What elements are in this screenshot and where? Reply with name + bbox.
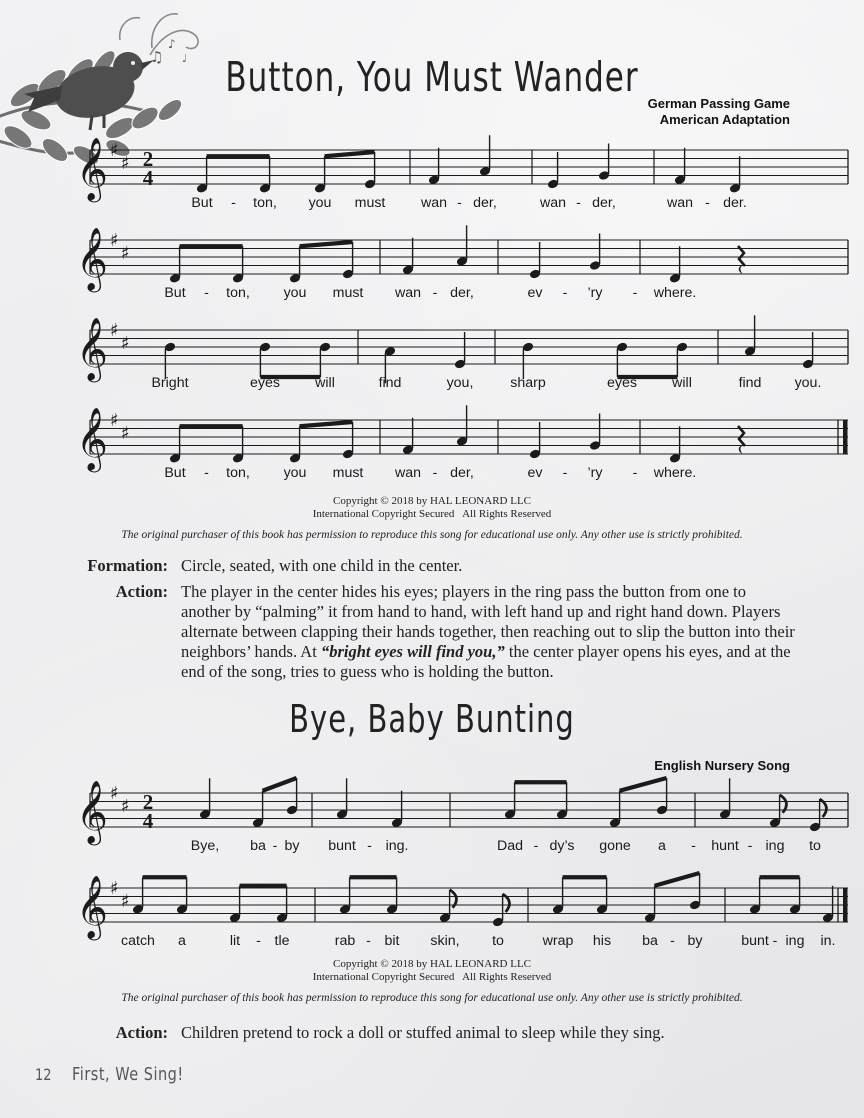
svg-text:♯: ♯ <box>121 332 130 354</box>
lyric-syllable: tle <box>274 933 290 949</box>
page-number: 12 <box>35 1066 52 1085</box>
lyric-syllable: will <box>672 375 692 391</box>
lyric-syllable: der, <box>592 195 616 211</box>
lyric-syllable: catch <box>121 933 155 949</box>
music-system-5 <box>70 771 862 859</box>
lyric-hyphen: - <box>533 838 539 854</box>
lyric-syllable: ing <box>765 838 785 854</box>
lyric-syllable: his <box>592 933 612 949</box>
lyric-hyphen: - <box>367 838 372 854</box>
lyric-syllable: you, <box>446 375 474 391</box>
lyric-hyphen: - <box>632 465 638 481</box>
lyric-syllable: ton, <box>226 465 250 481</box>
svg-text:♯: ♯ <box>121 242 130 264</box>
lyric-syllable: Bye, <box>190 838 220 854</box>
svg-text:𝄞: 𝄞 <box>76 317 108 380</box>
svg-text:𝄞: 𝄞 <box>76 780 108 843</box>
lyric-syllable: will <box>315 375 335 391</box>
lyric-syllable: you <box>283 465 307 481</box>
song1-credit-line1: German Passing Game <box>647 96 790 111</box>
song1-directions <box>85 556 796 682</box>
staff-svg <box>70 308 862 396</box>
lyric-syllable: eyes <box>250 375 280 391</box>
quarter-rest <box>738 426 745 454</box>
svg-text:𝄞: 𝄞 <box>76 227 108 290</box>
svg-text:♯: ♯ <box>121 795 130 817</box>
svg-text:𝄞: 𝄞 <box>76 407 108 470</box>
lyric-syllable: must <box>354 195 386 211</box>
svg-text:𝄞: 𝄞 <box>76 137 108 200</box>
song1-credits <box>648 96 790 128</box>
svg-text:♪: ♪ <box>168 37 176 51</box>
lyric-syllable: eyes <box>607 375 637 391</box>
lyric-syllable: ’ry <box>587 465 603 481</box>
lyric-hyphen: - <box>772 933 778 949</box>
lyric-hyphen: - <box>204 465 209 481</box>
lyric-syllable: gone <box>599 838 631 854</box>
lyric-syllable: to <box>809 838 821 854</box>
lyric-hyphen: - <box>562 285 568 301</box>
lyric-hyphen: - <box>691 838 696 854</box>
lyric-syllable: you <box>308 195 332 211</box>
lyric-syllable: wan <box>539 195 567 211</box>
lyric-hyphen: - <box>632 285 638 301</box>
lyric-hyphen: - <box>562 465 568 481</box>
svg-text:♫: ♫ <box>150 48 164 66</box>
lyric-syllable: a <box>658 838 666 854</box>
lyric-syllable: ing. <box>385 838 409 854</box>
lyric-syllable: wan <box>666 195 694 211</box>
lyric-syllable: ton, <box>226 285 250 301</box>
lyric-syllable: wrap <box>542 933 574 949</box>
lyric-syllable: dy’s <box>549 838 575 854</box>
lyric-syllable: But <box>164 285 186 301</box>
lyric-syllable: by <box>284 838 300 854</box>
action-emphasis: “bright eyes will find you,” <box>320 642 505 661</box>
lyric-syllable: bunt <box>328 838 356 854</box>
lyric-syllable: in. <box>820 933 836 949</box>
song2-permission-line: The original purchaser of this book has permission to reproduce this song for educational use only. Any other use is strictly prohibited. <box>121 992 743 1004</box>
staff-svg <box>70 866 862 954</box>
lyric-syllable: der, <box>450 465 474 481</box>
lyric-syllable: bunt <box>741 933 769 949</box>
svg-text:♯: ♯ <box>121 152 130 174</box>
song2-action-label: Action: <box>115 1023 168 1042</box>
lyric-syllable: ton, <box>253 195 277 211</box>
formation-text: Circle, seated, with one child in the center. <box>181 556 463 575</box>
song1-action-label: Action: <box>115 582 168 601</box>
lyric-syllable: ba <box>642 933 658 949</box>
staff-svg <box>70 398 862 486</box>
song2-credit-line1: English Nursery Song <box>654 758 790 773</box>
lyric-syllable: skin, <box>430 933 460 949</box>
song2-copyright: Copyright © 2018 by HAL LEONARD LLC International Copyright Secured All Rights Reserved <box>312 958 552 983</box>
music-system-6 <box>70 866 862 954</box>
song1-credit-line2: American Adaptation <box>659 112 790 127</box>
song1-permission-line: The original purchaser of this book has permission to reproduce this song for educational use only. Any other use is strictly prohibited. <box>121 529 743 541</box>
lyric-syllable: you. <box>794 375 822 391</box>
lyric-syllable: to <box>492 933 504 949</box>
lyric-hyphen: - <box>705 195 710 211</box>
lyric-syllable: you <box>283 285 307 301</box>
lyric-hyphen: - <box>231 195 236 211</box>
song2-action-text: Children pretend to rock a doll or stuffed animal to sleep while they sing. <box>181 1023 665 1042</box>
svg-text:2: 2 <box>142 147 154 171</box>
lyric-syllable: But <box>191 195 213 211</box>
lyric-syllable: hunt <box>711 838 739 854</box>
lyric-syllable: ba <box>250 838 266 854</box>
lyric-syllable: sharp <box>510 375 546 391</box>
music-system-1 <box>70 128 862 216</box>
svg-text:4: 4 <box>142 166 154 190</box>
book-title: First, We Sing! <box>72 1065 184 1085</box>
lyric-syllable: der, <box>450 285 474 301</box>
lyric-syllable: ’ry <box>587 285 603 301</box>
song2-title: Bye, Baby Bunting <box>289 696 575 742</box>
music-system-4 <box>70 398 862 486</box>
lyric-syllable: lit <box>229 933 241 949</box>
staff-svg <box>70 128 862 216</box>
svg-text:♯: ♯ <box>121 890 130 912</box>
svg-text:♯: ♯ <box>110 878 119 899</box>
lyric-syllable: But <box>164 465 186 481</box>
svg-text:♯: ♯ <box>110 410 119 431</box>
lyric-syllable: find <box>738 375 762 391</box>
svg-text:4: 4 <box>142 809 154 833</box>
lyric-syllable: wan <box>394 465 422 481</box>
lyric-syllable: rab <box>334 933 356 949</box>
lyric-syllable: wan <box>420 195 448 211</box>
lyric-hyphen: - <box>432 465 438 481</box>
music-system-2 <box>70 218 862 306</box>
lyric-syllable: by <box>687 933 703 949</box>
lyric-hyphen: - <box>366 933 371 949</box>
lyric-syllable: must <box>332 285 364 301</box>
lyric-syllable: ing <box>785 933 805 949</box>
svg-text:♩: ♩ <box>182 52 188 65</box>
lyric-syllable: bit <box>384 933 400 949</box>
lyric-syllable: where. <box>653 465 697 481</box>
lyric-hyphen: - <box>457 195 462 211</box>
song1-title: Button, You Must Wander <box>225 54 639 102</box>
svg-text:♯: ♯ <box>110 230 119 251</box>
lyric-syllable: Bright <box>151 375 189 391</box>
page-footer <box>0 1066 864 1096</box>
svg-text:2: 2 <box>142 790 154 814</box>
quarter-rest <box>738 246 745 274</box>
lyric-syllable: Dad <box>496 838 524 854</box>
lyric-syllable: der. <box>723 195 747 211</box>
song2-directions <box>85 1023 796 1043</box>
lyric-syllable: wan <box>394 285 422 301</box>
svg-text:♯: ♯ <box>110 783 119 804</box>
lyric-syllable: der, <box>473 195 497 211</box>
music-system-3 <box>70 308 862 396</box>
lyric-hyphen: - <box>747 838 753 854</box>
lyric-hyphen: - <box>204 285 209 301</box>
lyric-hyphen: - <box>256 933 261 949</box>
lyric-syllable: ev <box>527 285 543 301</box>
lyric-syllable: find <box>378 375 402 391</box>
svg-text:♯: ♯ <box>110 140 119 161</box>
song1-copyright: Copyright © 2018 by HAL LEONARD LLC International Copyright Secured All Rights Reserved <box>312 495 552 520</box>
staff-svg <box>70 218 862 306</box>
lyric-hyphen: - <box>670 933 675 949</box>
lyric-syllable: where. <box>653 285 697 301</box>
lyric-syllable: a <box>178 933 186 949</box>
song1-action-text: The player in the center hides his eyes; players in the ring pass the button from one to another by “palming” it from hand to hand, with left hand up and right hand down. Players alternate between clapping their hands together, then reaching out to slip the button into their neighbors’ hands. At “bright eyes will find you,” the center player opens his eyes, and at the end of the song, tries to guess who is holding the button. <box>181 582 795 681</box>
formation-label: Formation: <box>87 556 168 575</box>
svg-text:♯: ♯ <box>110 320 119 341</box>
lyric-hyphen: - <box>272 838 278 854</box>
lyric-syllable: must <box>332 465 364 481</box>
lyric-hyphen: - <box>432 285 438 301</box>
svg-text:𝄞: 𝄞 <box>76 875 108 938</box>
lyric-syllable: ev <box>527 465 543 481</box>
staff-svg <box>70 771 862 859</box>
svg-text:♯: ♯ <box>121 422 130 444</box>
lyric-hyphen: - <box>576 195 581 211</box>
